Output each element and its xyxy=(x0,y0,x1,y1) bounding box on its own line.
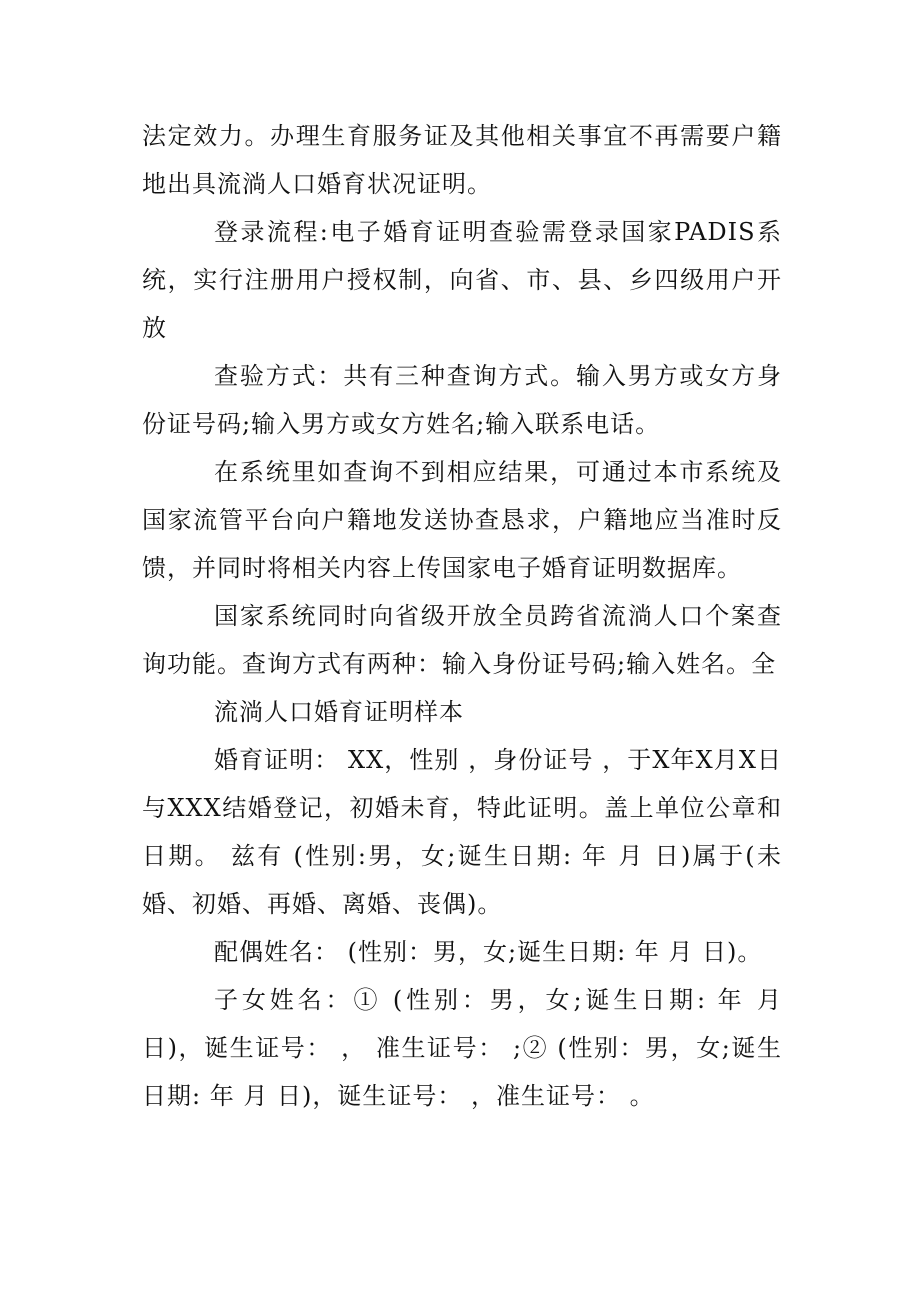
paragraph-verification-method: 查验方式：共有三种查询方式。输入男方或女方身份证号码;输入男方或女方姓名;输入联系电话。 xyxy=(142,362,782,438)
paragraph-query-assistance: 在系统里如查询不到相应结果，可通过本市系统及国家流管平台向户籍地发送协查恳求，户籍地应当准时反馈，并同时将相关内容上传国家电子婚育证明数据库。 xyxy=(142,458,782,582)
document-body xyxy=(142,112,782,1120)
paragraph-spouse-name: 配偶姓名： (性别：男，女;诞生日期: 年 月 日)。 xyxy=(214,938,763,966)
paragraph-children-names: 子女姓名：① (性别：男，女;诞生日期: 年 月 日)，诞生证号： ， 准生证号： ;② (性别：男，女;诞生日期: 年 月 日)，诞生证号： ，准生证号： 。 xyxy=(142,986,782,1110)
paragraph-sample-heading: 流淌人口婚育证明样本 xyxy=(214,698,464,726)
paragraph-national-system: 国家系统同时向省级开放全员跨省流淌人口个案查询功能。查询方式有两种：输入身份证号码;输入姓名。全 xyxy=(142,602,782,678)
paragraph-marriage-certificate: 婚育证明： XX，性别 ，身份证号 ，于X年X月X日与XXX结婚登记，初婚未育，特此证明。盖上单位公章和日期。 兹有 (性别:男，女;诞生日期: 年 月 日)属于(未婚、初婚、再婚、离婚、丧偶)。 xyxy=(142,746,782,918)
paragraph-login-process: 登录流程:电子婚育证明查验需登录国家PADIS系统，实行注册用户授权制，向省、市、县、乡四级用户开放 xyxy=(142,218,782,342)
paragraph-legal-effect: 法定效力。办理生育服务证及其他相关事宜不再需要户籍地出具流淌人口婚育状况证明。 xyxy=(142,122,782,198)
